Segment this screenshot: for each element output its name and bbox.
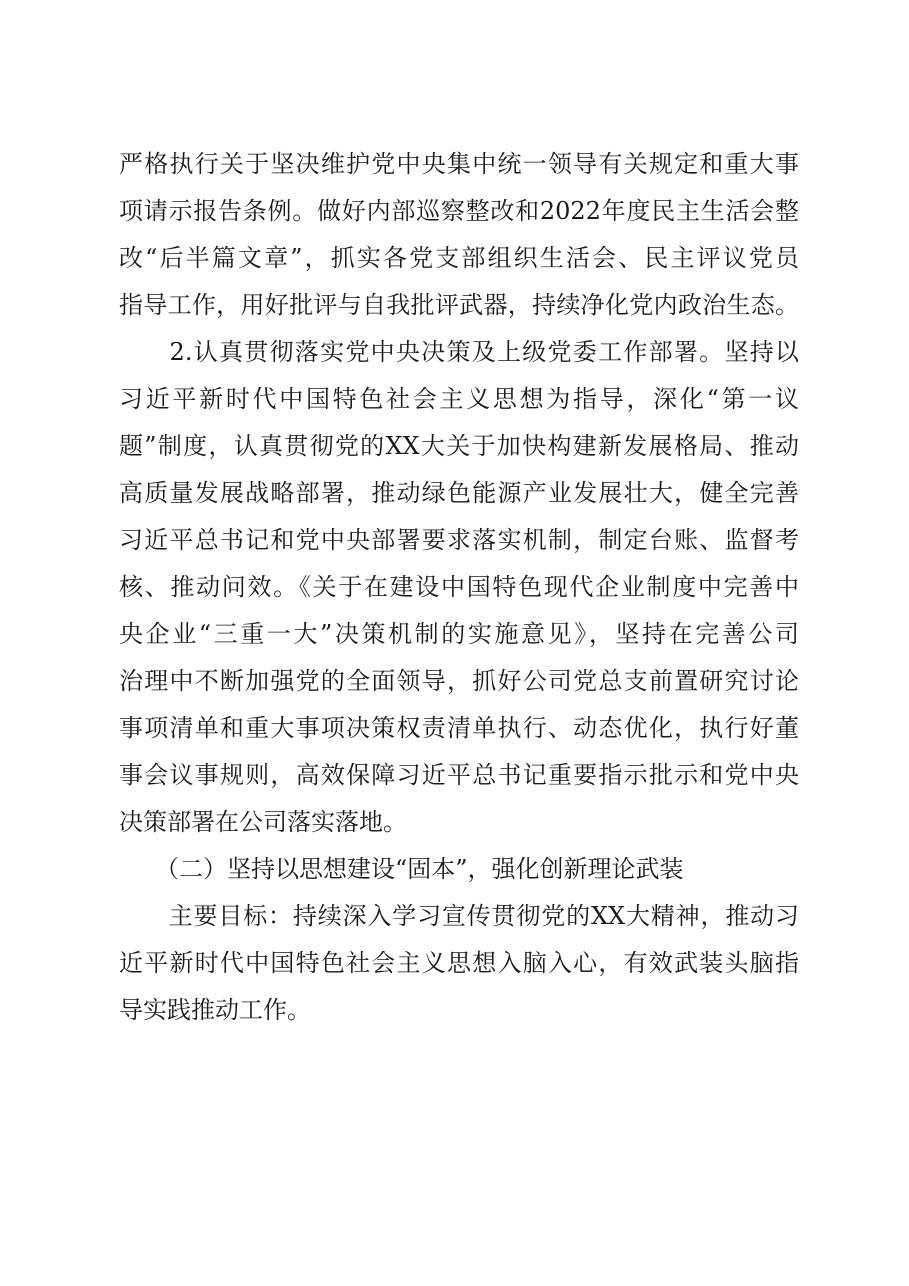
text-line: 近平新时代中国特色社会主义思想入脑入心，有效武装头脑指 [119, 949, 799, 977]
text-line: 项请示报告条例。做好内部巡察整改和2022年度民主生活会整 [119, 197, 799, 225]
text-line: 央企业“三重一大”决策机制的实施意见》，坚持在完善公司 [119, 620, 799, 648]
text-line: 题”制度，认真贯彻党的XX大关于加快构建新发展格局、推动 [119, 432, 799, 460]
text-line: 严格执行关于坚决维护党中央集中统一领导有关规定和重大事 [119, 150, 799, 178]
text-line: 治理中不断加强党的全面领导，抓好公司党总支前置研究讨论 [119, 667, 799, 695]
text-line: 指导工作，用好批评与自我批评武器，持续净化党内政治生态。 [119, 291, 799, 319]
text-line: 事会议事规则，高效保障习近平总书记重要指示批示和党中央 [119, 761, 799, 789]
text-line: 主要目标：持续深入学习宣传贯彻党的XX大精神，推动习 [119, 902, 799, 930]
text-line: 改“后半篇文章”，抓实各党支部组织生活会、民主评议党员 [119, 244, 799, 272]
text-line: 习近平总书记和党中央部署要求落实机制，制定台账、监督考 [119, 526, 799, 554]
text-line: 决策部署在公司落实落地。 [119, 808, 407, 836]
section-heading: （二）坚持以思想建设“固本”，强化创新理论武装 [119, 855, 684, 883]
text-line: 导实践推动工作。 [119, 996, 311, 1024]
text-line: 事项清单和重大事项决策权责清单执行、动态优化，执行好董 [119, 714, 799, 742]
body-text [119, 141, 799, 1034]
text-line: 高质量发展战略部署，推动绿色能源产业发展壮大，健全完善 [119, 479, 799, 507]
text-line: 2.认真贯彻落实党中央决策及上级党委工作部署。坚持以 [119, 338, 799, 366]
text-line: 核、推动问效。《关于在建设中国特色现代企业制度中完善中 [119, 573, 799, 601]
text-line: 习近平新时代中国特色社会主义思想为指导，深化“第一议 [119, 385, 799, 413]
